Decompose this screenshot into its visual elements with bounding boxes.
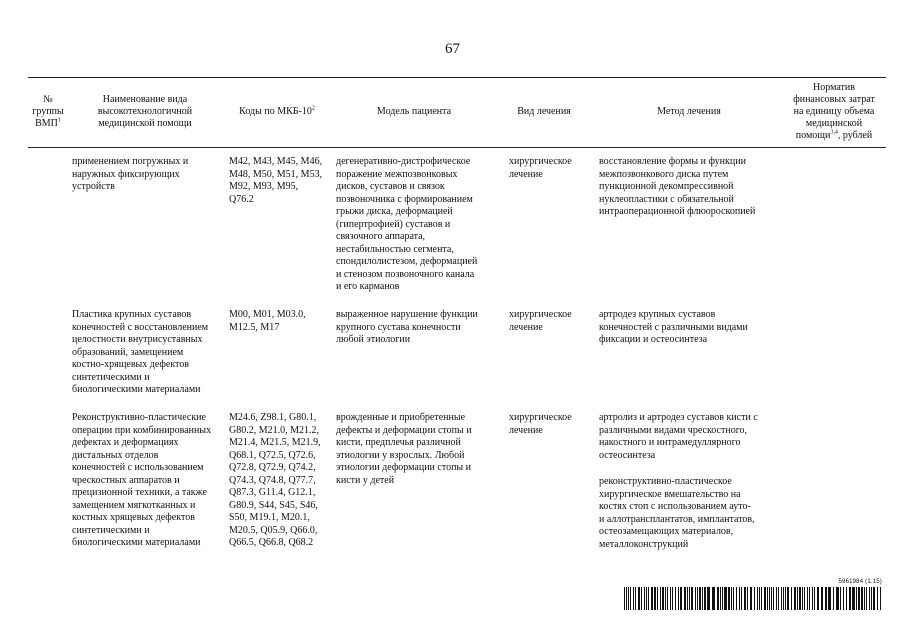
barcode-bar bbox=[712, 587, 715, 610]
barcode-bar bbox=[695, 587, 696, 610]
barcode-bar bbox=[633, 587, 634, 610]
barcode-bar bbox=[628, 587, 629, 610]
barcode-bar bbox=[704, 587, 706, 610]
row-2-codes: M00, M01, M03.0, M12.5, M17 bbox=[229, 309, 306, 333]
row-2-name: Пластика крупных суставов конечностей с восстановлением целостности внутрисуставных образований, замещением костно-хрящевых дефектов синтетическими и биологическими материалами bbox=[72, 309, 209, 395]
row-3-name: Реконструктивно-пластические операции при комбинированных дефектах и деформациях дистальных отделов конечностей с использованием чрескостных аппаратов и прецизионной техники, а также замещением мягкотканных и костных хрящевых дефектов синтетическими и биологическими материалами bbox=[72, 412, 212, 548]
row-3-model: врожденные и приобретенные дефекты и деформации стопы и кисти, предплечья различной этиологии у взрослых. Любой этиологии деформации стопы и кисти у детей bbox=[336, 412, 472, 486]
barcode-bar bbox=[657, 587, 658, 610]
barcode-bar bbox=[794, 587, 796, 610]
row-3-codes: M24.6, Z98.1, G80.1, G80.2, M21.0, M21.2, M21.4, M21.5, M21.9, Q68.1, Q72.5, Q72.6, Q72.8, Q72.9, Q74.2, Q74.3, Q74.8, Q77.7, Q87.3, G11.4, G12.1, G80.9, S44, S45, S46, S50, M19.1, M20.1, M20.5, Q05.9, Q66.0, Q66.5, Q66.8, Q68.2 bbox=[229, 412, 321, 548]
barcode-bar bbox=[741, 587, 742, 610]
barcode-bar bbox=[799, 587, 801, 610]
row-1-codes: M42, M43, M45, M46, M48, M50, M51, M53, M92, M93, M95, Q76.2 bbox=[229, 156, 323, 205]
barcode-bar bbox=[733, 587, 734, 610]
barcode-bar bbox=[747, 587, 748, 610]
barcode-bar bbox=[697, 587, 698, 610]
barcode-bar bbox=[731, 587, 732, 610]
barcode-bar bbox=[833, 587, 834, 610]
barcode-bar bbox=[750, 587, 752, 610]
header-name: Наименование вида высокотехнологичной медицинской помощи bbox=[97, 94, 193, 129]
barcode-bar bbox=[691, 587, 693, 610]
barcode-bar bbox=[778, 587, 779, 610]
barcode-bar bbox=[791, 587, 792, 610]
barcode-bar bbox=[821, 587, 823, 610]
barcode-bar bbox=[667, 587, 668, 610]
barcode-bar bbox=[722, 587, 723, 610]
barcode-bar bbox=[660, 587, 661, 610]
barcode-bar bbox=[785, 587, 786, 610]
barcode-bar bbox=[702, 587, 703, 610]
barcode-bar bbox=[866, 587, 867, 610]
barcode-bar bbox=[759, 587, 760, 610]
barcode-bar bbox=[802, 587, 803, 610]
barcode-bar bbox=[670, 587, 671, 610]
row-2-treatment-type: хирургическое лечение bbox=[509, 309, 572, 333]
barcode-icon bbox=[624, 587, 882, 610]
header-treatment-type: Вид лечения bbox=[517, 106, 571, 117]
row-3-treatment-type: хирургическое лечение bbox=[509, 412, 572, 436]
barcode-bar bbox=[684, 587, 686, 610]
row-3-method: артролиз и артродез суставов кисти с различными видами чрескостного, накостного и интрамедуллярного остеосинтеза bbox=[599, 412, 758, 461]
barcode-bar bbox=[757, 587, 758, 610]
barcode-bar bbox=[626, 587, 627, 610]
barcode-bar bbox=[817, 587, 819, 610]
barcode-bar bbox=[728, 587, 730, 610]
row-1-method: восстановление формы и функции межпозвонкового диска путем пункционной декомпрессивной нуклеопластики с обязательной интраоперационной флюороскопией bbox=[599, 156, 756, 217]
barcode-caption: 5961984 (1.15) bbox=[838, 579, 882, 585]
barcode-bar bbox=[843, 587, 844, 610]
barcode-bar bbox=[739, 587, 740, 610]
barcode-bar bbox=[724, 587, 727, 610]
barcode-bar bbox=[675, 587, 676, 610]
header-group-no: № группы ВМП$^1$ bbox=[32, 94, 64, 129]
barcode-bar bbox=[644, 587, 645, 610]
barcode-bar bbox=[814, 587, 815, 610]
barcode-bar bbox=[864, 587, 865, 610]
barcode-bar bbox=[773, 587, 774, 610]
barcode-bar bbox=[797, 587, 798, 610]
header-norm: Норматив финансовых затрат на единицу объема медицинской помощи$^{3,4}$, рублей bbox=[793, 82, 875, 141]
barcode-bar bbox=[624, 587, 625, 610]
barcode-bar bbox=[754, 587, 755, 610]
barcode-bar bbox=[717, 587, 719, 610]
barcode-bar bbox=[648, 587, 649, 610]
barcode-bar bbox=[852, 587, 855, 610]
barcode-bar bbox=[861, 587, 863, 610]
barcode-bar bbox=[699, 587, 701, 610]
barcode-bar bbox=[836, 587, 839, 610]
barcode-bar bbox=[869, 587, 870, 610]
barcode-bar bbox=[856, 587, 857, 610]
barcode-bar bbox=[783, 587, 784, 610]
row-1-name: применением погружных и наружных фиксирующих устройств bbox=[72, 156, 189, 192]
barcode-bar bbox=[804, 587, 805, 610]
barcode-bar bbox=[654, 587, 656, 610]
barcode-bar bbox=[807, 587, 808, 610]
barcode-bar bbox=[846, 587, 847, 610]
row-2-model: выраженное нарушение функции крупного сустава конечности любой этиологии bbox=[336, 309, 478, 345]
barcode-bar bbox=[678, 587, 679, 610]
barcode-bar bbox=[771, 587, 772, 610]
barcode-bar bbox=[630, 587, 631, 610]
barcode-bar bbox=[680, 587, 682, 610]
header-method: Метод лечения bbox=[657, 106, 721, 117]
barcode-bar bbox=[880, 587, 881, 610]
barcode-bar bbox=[787, 587, 789, 610]
barcode-bar bbox=[776, 587, 777, 610]
barcode-bar bbox=[877, 587, 878, 610]
barcode-bar bbox=[812, 587, 813, 610]
row-3-method-2: реконструктивно-пластическое хирургическое вмешательство на костях стоп с использованием ауто- и аллотрансплантатов, имплантатов, остеозамещающих материалов, металлоконструкций bbox=[599, 476, 755, 550]
barcode-bar bbox=[858, 587, 860, 610]
barcode-bar bbox=[781, 587, 782, 610]
barcode-bar bbox=[707, 587, 710, 610]
barcode-bar bbox=[736, 587, 737, 610]
header-codes: Коды по МКБ-$10^2$ bbox=[239, 105, 315, 117]
barcode-bar bbox=[689, 587, 690, 610]
row-1-treatment-type: хирургическое лечение bbox=[509, 156, 572, 180]
barcode-bar bbox=[825, 587, 827, 610]
table-header-bottom-rule bbox=[28, 147, 886, 148]
barcode-bar bbox=[828, 587, 831, 610]
barcode-bar bbox=[646, 587, 647, 610]
barcode-bar bbox=[873, 587, 875, 610]
barcode-bar bbox=[662, 587, 664, 610]
page-number: 67 bbox=[445, 41, 460, 57]
barcode-bar bbox=[687, 587, 688, 610]
barcode-bar bbox=[840, 587, 841, 610]
header-model: Модель пациента bbox=[376, 106, 452, 117]
barcode-bar bbox=[809, 587, 810, 610]
row-2-method: артродез крупных суставов конечностей с различными видами фиксации и остеосинтеза bbox=[599, 309, 748, 345]
barcode-bar bbox=[635, 587, 636, 610]
row-1-model: дегенеративно-дистрофическое поражение межпозвонковых дисков, суставов и связок позвоночника с формированием грыжи диска, деформацией (гипертрофией) суставов и связочного аппарата, нестабильностью сегмента, спондилолистезом, деформацией и стенозом позвоночного канала и его карманов bbox=[336, 156, 478, 292]
barcode-bar bbox=[672, 587, 673, 610]
barcode-bar bbox=[720, 587, 721, 610]
barcode-bar bbox=[761, 587, 762, 610]
barcode-bar bbox=[744, 587, 746, 610]
barcode-bar bbox=[638, 587, 640, 610]
barcode-bar bbox=[665, 587, 666, 610]
barcode-bar bbox=[767, 587, 768, 610]
barcode-bar bbox=[769, 587, 770, 610]
barcode-bar bbox=[871, 587, 872, 610]
barcode-bar bbox=[764, 587, 766, 610]
barcode-bar bbox=[651, 587, 653, 610]
barcode-bar bbox=[641, 587, 642, 610]
barcode-bar bbox=[849, 587, 851, 610]
